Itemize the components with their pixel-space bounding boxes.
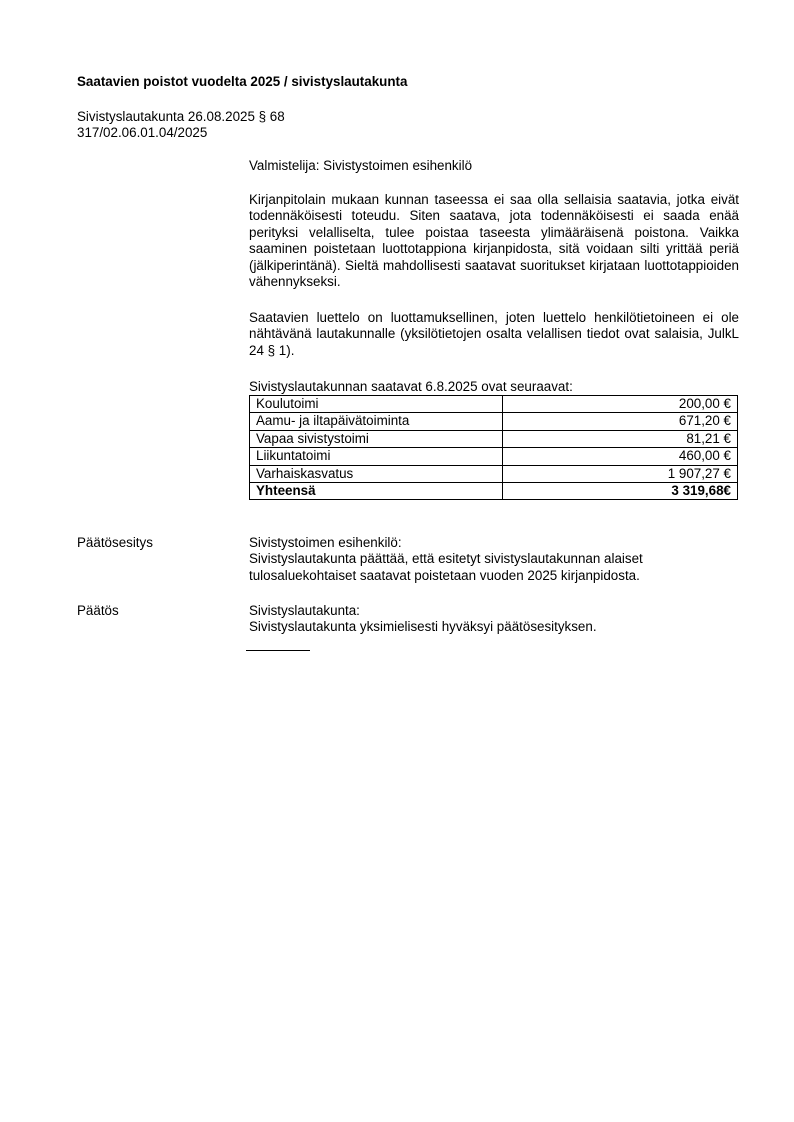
decision-author: Sivistyslautakunta: <box>249 603 360 618</box>
row-amount: 1 907,27 € <box>503 465 738 482</box>
meeting-line: Sivistyslautakunta 26.08.2025 § 68 <box>77 109 285 124</box>
row-amount: 200,00 € <box>503 396 738 413</box>
decision-text: Sivistyslautakunta yksimielisesti hyväksyi päätösesityksen. <box>249 619 597 635</box>
row-amount: 671,20 € <box>503 413 738 430</box>
record-number: 317/02.06.01.04/2025 <box>77 125 208 141</box>
total-amount: 3 319,68€ <box>503 483 738 500</box>
row-label: Vapaa sivistystoimi <box>250 430 503 447</box>
table-row <box>250 396 738 413</box>
proposal-author: Sivistystoimen esihenkilö: <box>249 535 402 550</box>
table-intro: Sivistyslautakunnan saatavat 6.8.2025 ovat seuraavat: <box>249 379 573 394</box>
row-label: Aamu- ja iltapäivätoiminta <box>250 413 503 430</box>
closing-rule <box>246 650 310 651</box>
decision-body <box>249 603 739 636</box>
table-row <box>250 465 738 482</box>
receivables-table <box>249 395 738 500</box>
proposal-label: Päätösesitys <box>77 535 153 550</box>
preparer-line: Valmistelija: Sivistystoimen esihenkilö <box>249 158 473 173</box>
table-total-row <box>250 483 738 500</box>
decision-label: Päätös <box>77 603 119 618</box>
proposal-text: Sivistyslautakunta päättää, että esitetyt sivistyslautakunnan alaiset tulosaluekohtaiset saatavat poistetaan vuoden 2025 kirjanpidosta. <box>249 551 643 583</box>
row-amount: 81,21 € <box>503 430 738 447</box>
paragraph-confidentiality: Saatavien luettelo on luottamuksellinen, joten luettelo henkilötietoineen ei ole nähtävänä lautakunnalle (yksilötietojen osalta velallisen tiedot ovat salaisia, JulkL 24 § 1). <box>249 310 739 358</box>
table-row <box>250 430 738 447</box>
table-row <box>250 413 738 430</box>
row-label: Koulutoimi <box>250 396 503 413</box>
total-label: Yhteensä <box>250 483 503 500</box>
paragraph-accounting-law: Kirjanpitolain mukaan kunnan taseessa ei saa olla sellaisia saatavia, jotka eivät todennäköisesti toteudu. Siten saatava, jota todennäköisesti ei saada enää perityksi velalliselta, tulee poistaa taseesta ylimääräisenä poistona. Vaikka saaminen poistetaan luottotappiona kirjanpidosta, sitä voidaan silti yrittää periä (jälkiperintänä). Sieltä mahdollisesti saatavat suoritukset kirjataan luottotappioiden vähennykseksi. <box>249 192 739 290</box>
row-label: Liikuntatoimi <box>250 448 503 465</box>
row-label: Varhaiskasvatus <box>250 465 503 482</box>
meeting-meta <box>77 109 285 142</box>
row-amount: 460,00 € <box>503 448 738 465</box>
proposal-body <box>249 535 739 584</box>
document-title: Saatavien poistot vuodelta 2025 / sivistyslautakunta <box>77 74 408 89</box>
table-row <box>250 448 738 465</box>
